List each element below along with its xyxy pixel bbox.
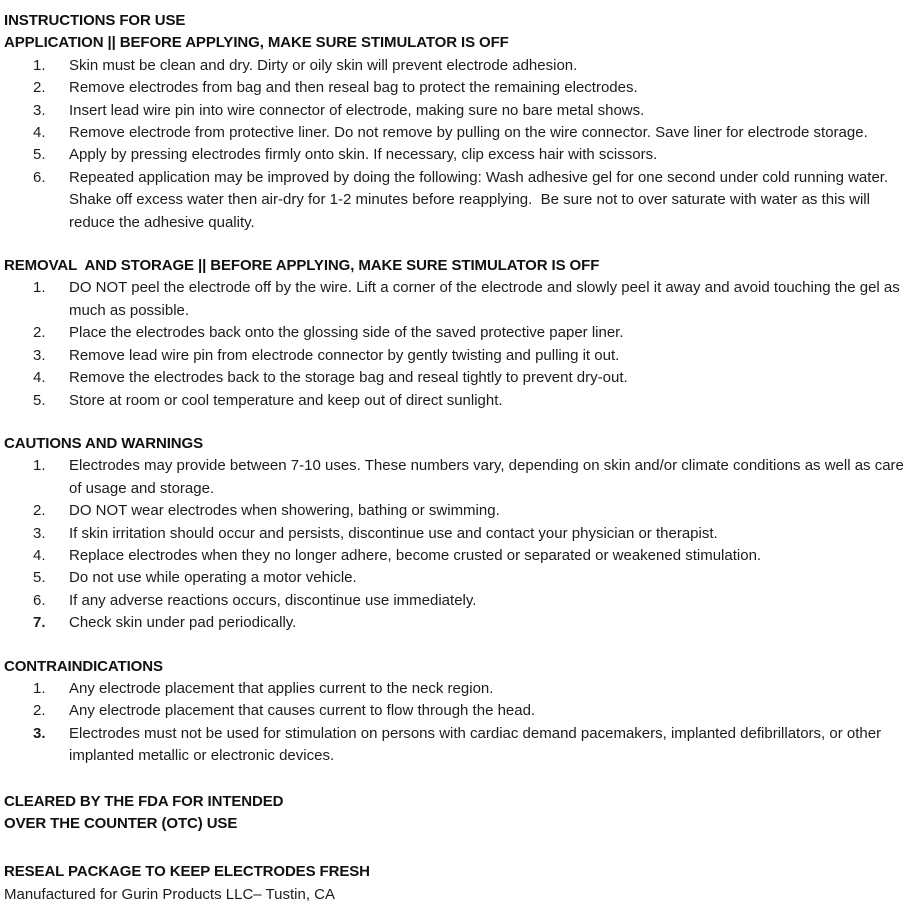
list-item-text: Store at room or cool temperature and keep out of direct sunlight. (69, 391, 503, 409)
list-item (4, 390, 906, 412)
section (4, 32, 906, 234)
list-item-text: If any adverse reactions occurs, discontinue use immediately. (69, 591, 477, 609)
list-item (4, 367, 906, 389)
list-item (4, 700, 906, 722)
list-item-text: Place the electrodes back onto the glossing side of the saved protective paper liner. (69, 324, 624, 342)
list-item-text: Any electrode placement that causes current to flow through the head. (69, 702, 536, 720)
list-item-text: Check skin under pad periodically. (69, 614, 297, 632)
list-item (4, 100, 906, 122)
list-item-text: Remove electrode from protective liner. Do not remove by pulling on the wire connector. Save liner for electrode storage. (69, 124, 868, 142)
list-item (4, 55, 906, 77)
list-item-number: 2. (33, 79, 46, 97)
list-item-number: 4. (33, 124, 46, 142)
fda-clearance-line-1: CLEARED BY THE FDA FOR INTENDED (4, 792, 284, 810)
list-item (4, 678, 906, 700)
list-item-text: Remove lead wire pin from electrode connector by gently twisting and pulling it out. (69, 346, 620, 364)
list-item (4, 523, 906, 545)
section (4, 433, 909, 635)
list-item (4, 144, 906, 166)
list-item (4, 277, 906, 322)
list-item-number: 2. (33, 702, 46, 720)
numbered-list (4, 455, 909, 634)
list-item-number: 1. (33, 457, 46, 475)
section-heading: CONTRAINDICATIONS (4, 657, 163, 675)
reseal-heading: RESEAL PACKAGE TO KEEP ELECTRODES FRESH (4, 863, 370, 881)
list-item-text: Electrodes must not be used for stimulation on persons with cardiac demand pacemakers, implanted defibrillators, or other implanted metallic or electronic devices. (69, 724, 886, 765)
fda-clearance-line-2: OVER THE COUNTER (OTC) USE (4, 815, 238, 832)
numbered-list (4, 55, 906, 234)
list-item (4, 612, 906, 634)
list-item-text: Remove the electrodes back to the storage bag and reseal tightly to prevent dry-out. (69, 369, 628, 387)
list-item-number: 4. (33, 546, 46, 564)
list-item-text: Replace electrodes when they no longer adhere, become crusted or separated or weakened stimulation. (69, 546, 762, 564)
section (4, 255, 906, 412)
fda-clearance-note (4, 791, 906, 836)
list-item (4, 455, 909, 500)
numbered-list (4, 678, 906, 768)
list-item (4, 345, 906, 367)
list-item-text: DO NOT peel the electrode off by the wire. Lift a corner of the electrode and slowly peel it away and avoid touching the gel as much as possible. (69, 279, 904, 319)
reseal-note (4, 861, 906, 906)
list-item-number: 3. (33, 524, 46, 542)
list-item (4, 122, 906, 144)
list-item-number: 1. (33, 679, 46, 697)
list-item-number: 3. (33, 724, 46, 742)
list-item-text: DO NOT wear electrodes when showering, bathing or swimming. (69, 502, 500, 520)
section-heading: APPLICATION || BEFORE APPLYING, MAKE SURE STIMULATOR IS OFF (4, 34, 509, 52)
list-item-number: 1. (33, 279, 46, 297)
list-item (4, 500, 906, 522)
list-item (4, 77, 906, 99)
list-item-number: 3. (33, 346, 46, 364)
list-item-text: If skin irritation should occur and persists, discontinue use and contact your physician or therapist. (69, 524, 718, 542)
list-item-number: 1. (33, 56, 46, 74)
list-item (4, 167, 906, 234)
list-item-text: Any electrode placement that applies current to the neck region. (69, 679, 494, 697)
list-item-number: 4. (33, 369, 46, 387)
list-item-number: 6. (33, 168, 46, 186)
list-item (4, 723, 906, 768)
list-item-text: Skin must be clean and dry. Dirty or oily skin will prevent electrode adhesion. (69, 56, 578, 74)
list-item (4, 567, 906, 589)
list-item (4, 590, 906, 612)
list-item-text: Electrodes may provide between 7-10 uses. These numbers vary, depending on skin and/or climate conditions as well as care of usage and storage. (69, 457, 909, 497)
list-item-text: Do not use while operating a motor vehicle. (69, 569, 357, 587)
section-heading: REMOVAL AND STORAGE || BEFORE APPLYING, MAKE SURE STIMULATOR IS OFF (4, 257, 600, 275)
section-heading: CAUTIONS AND WARNINGS (4, 434, 204, 452)
list-item-number: 3. (33, 101, 46, 119)
list-item-text: Repeated application may be improved by doing the following: Wash adhesive gel for one second under cold running water. Shake off excess water then air-dry for 1-2 minutes before reapplying. Be sure not to over saturate with water as this will reduce the adhesive quality. (69, 168, 893, 231)
list-item-number: 2. (33, 324, 46, 342)
list-item-number: 5. (33, 569, 46, 587)
section (4, 656, 906, 768)
list-item-number: 5. (33, 146, 46, 164)
list-item-text: Remove electrodes from bag and then reseal bag to protect the remaining electrodes. (69, 79, 638, 97)
list-item (4, 545, 906, 567)
list-item-number: 6. (33, 591, 46, 609)
sections-container (4, 32, 909, 767)
list-item-number: 2. (33, 502, 46, 520)
list-item-text: Apply by pressing electrodes firmly onto skin. If necessary, clip excess hair with scissors. (69, 146, 658, 164)
numbered-list (4, 277, 906, 411)
document-title: INSTRUCTIONS FOR USE (4, 12, 186, 29)
list-item-number: 5. (33, 391, 46, 409)
list-item-number: 7. (33, 614, 46, 632)
manufacturer-line: Manufactured for Gurin Products LLC– Tustin, CA (4, 885, 335, 903)
list-item-text: Insert lead wire pin into wire connector of electrode, making sure no bare metal shows. (69, 101, 645, 119)
list-item (4, 322, 906, 344)
